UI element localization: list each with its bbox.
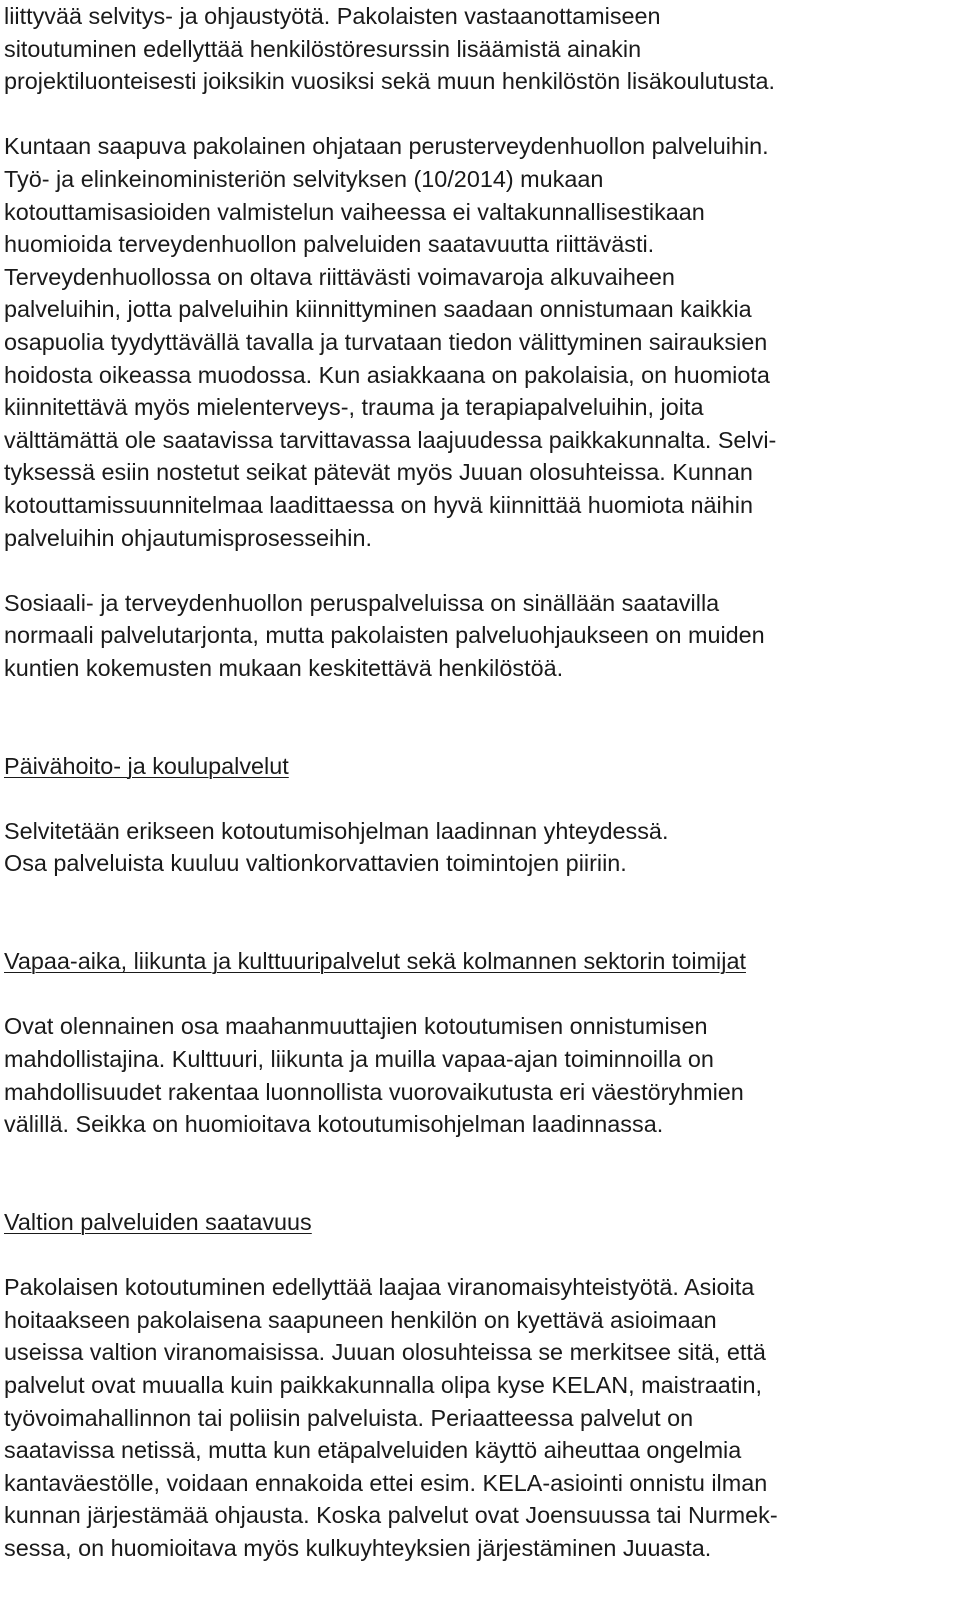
text-line: kunnan järjestämää ohjausta. Koska palvelut ovat Joensuussa tai Nurmek- [4,1502,778,1529]
section-heading-state-services: Valtion palveluiden saatavuus [4,1208,312,1235]
text-line: osapuolia tyydyttävällä tavalla ja turvataan tiedon välittyminen sairauksien [4,328,768,355]
daycare-section [4,750,954,880]
text-line: mahdollistajina. Kulttuuri, liikunta ja muilla vapaa-ajan toiminnoilla on [4,1046,714,1072]
text-line: sitoutuminen edellyttää henkilöstöresurssin lisäämistä ainakin [4,35,642,62]
text-line: hoidosta oikeassa muodossa. Kun asiakkaana on pakolaisia, on huomiota [4,361,770,388]
text-line: palvelut ovat muualla kuin paikkakunnalla olipa kyse KELAN, maistraatin, [4,1371,763,1398]
text-line: projektiluonteisesti joiksikin vuosiksi sekä muun henkilöstön lisäkoulutusta. [4,68,775,95]
text-line: Selvitetään erikseen kotoutumisohjelman laadinnan yhteydessä. [4,817,669,844]
text-line: välttämättä ole saatavissa tarvittavassa laajuudessa paikkakunnalta. Selvi- [4,426,777,453]
text-line: normaali palvelutarjonta, mutta pakolaisten palveluohjaukseen on muiden [4,622,765,649]
text-line: tyksessä esiin nostetut seikat pätevät myös Juuan olosuhteissa. Kunnan [4,459,753,486]
state-services-section [4,1206,954,1565]
text-line: palveluihin ohjautumisprosesseihin. [4,524,372,551]
text-line: sessa, on huomioitava myös kulkuyhteyksien järjestäminen Juuasta. [4,1534,712,1561]
text-line: Työ- ja elinkeinoministeriön selvityksen (10/2014) mukaan [4,165,604,192]
text-line: Pakolaisen kotoutuminen edellyttää laajaa viranomaisyhteistyötä. Asioita [4,1274,755,1301]
section-heading-daycare: Päivähoito- ja koulupalvelut [4,752,289,779]
text-line: Ovat olennainen osa maahanmuuttajien kotoutumisen onnistumisen [4,1013,708,1040]
text-line: työvoimahallinnon tai poliisin palveluista. Periaatteessa palvelut on [4,1404,694,1431]
text-line: liittyvää selvitys- ja ohjaustyötä. Pakolaisten vastaanottamiseen [4,3,661,29]
text-line: kantaväestölle, voidaan ennakoida ettei esim. KELA-asiointi onnistu ilman [4,1469,768,1496]
text-line: kotouttamissuunnitelmaa laadittaessa on hyvä kiinnittää huomiota näihin [4,491,753,518]
text-line: Terveydenhuollossa on oltava riittävästi voimavaroja alkuvaiheen [4,263,675,290]
text-line: välillä. Seikka on huomioitava kotoutumisohjelman laadinnassa. [4,1111,664,1138]
social-services-paragraph [4,587,954,685]
text-line: palveluihin, jotta palveluihin kiinnittyminen saadaan onnistumaan kaikkia [4,296,752,323]
text-line: mahdollisuudet rakentaa luonnollista vuorovaikutusta eri väestöryhmien [4,1078,744,1105]
intro-paragraph [4,0,954,98]
text-line: hoitaakseen pakolaisena saapuneen henkilön on kyettävä asioimaan [4,1306,717,1333]
health-services-paragraph [4,130,954,554]
text-line: Kuntaan saapuva pakolainen ohjataan perusterveydenhuollon palveluihin. [4,133,769,160]
text-line: useissa valtion viranomaisissa. Juuan olosuhteissa se merkitsee sitä, että [4,1339,766,1366]
document-page [4,0,954,1565]
text-line: kotouttamisasioiden valmistelun vaiheessa ei valtakunnallisestikaan [4,198,705,225]
text-line: Sosiaali- ja terveydenhuollon peruspalveluissa on sinällään saatavilla [4,589,720,616]
text-line: Osa palveluista kuuluu valtionkorvattavien toimintojen piiriin. [4,850,627,877]
text-line: kiinnitettävä myös mielenterveys-, trauma ja terapiapalveluihin, joita [4,394,704,421]
section-heading-leisure: Vapaa-aika, liikunta ja kulttuuripalvelut sekä kolmannen sektorin toimijat [4,948,746,975]
text-line: huomioida terveydenhuollon palveluiden saatavuutta riittävästi. [4,231,655,258]
text-line: kuntien kokemusten mukaan keskitettävä henkilöstöä. [4,654,564,681]
leisure-section [4,945,954,1141]
text-line: saatavissa netissä, mutta kun etäpalveluiden käyttö aiheuttaa ongelmia [4,1437,742,1464]
